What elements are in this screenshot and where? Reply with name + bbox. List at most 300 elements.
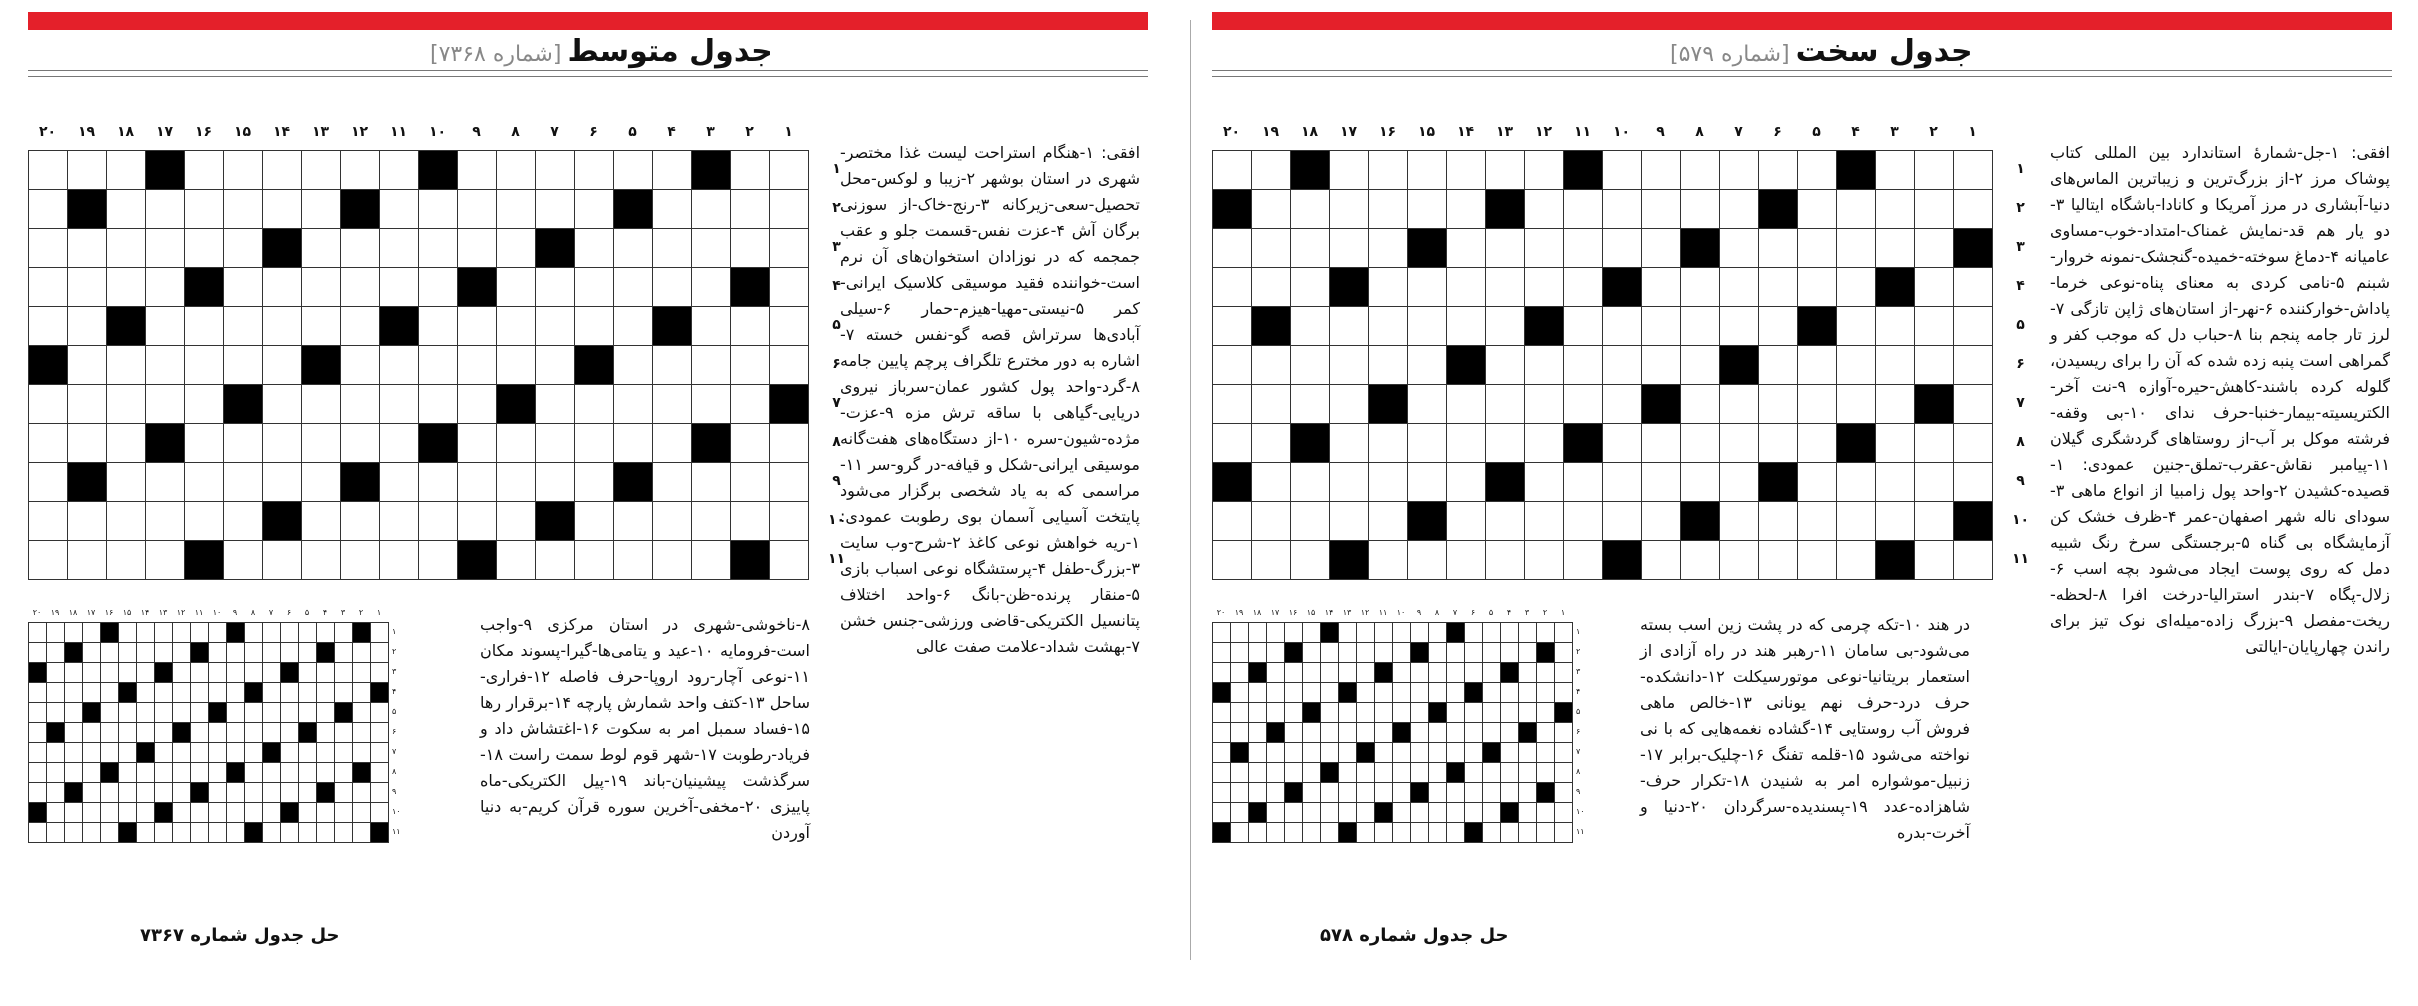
grid-cell[interactable] <box>1603 229 1642 268</box>
grid-cell[interactable] <box>1486 268 1525 307</box>
left-crossword-grid[interactable] <box>28 150 809 580</box>
grid-cell[interactable] <box>1252 151 1291 190</box>
grid-cell[interactable] <box>419 502 458 541</box>
grid-cell[interactable] <box>731 307 770 346</box>
grid-cell[interactable] <box>1369 502 1408 541</box>
grid-cell[interactable] <box>1642 307 1681 346</box>
grid-cell[interactable] <box>1837 307 1876 346</box>
grid-cell[interactable] <box>1720 385 1759 424</box>
grid-cell[interactable] <box>380 463 419 502</box>
grid-cell[interactable] <box>1954 424 1993 463</box>
grid-cell[interactable] <box>1369 424 1408 463</box>
grid-cell[interactable] <box>770 541 809 580</box>
grid-cell[interactable] <box>1525 151 1564 190</box>
grid-cell[interactable] <box>68 424 107 463</box>
grid-cell[interactable] <box>1564 463 1603 502</box>
grid-cell[interactable] <box>692 502 731 541</box>
grid-cell[interactable] <box>458 229 497 268</box>
grid-cell[interactable] <box>380 541 419 580</box>
grid-cell[interactable] <box>1954 307 1993 346</box>
grid-cell[interactable] <box>1564 385 1603 424</box>
grid-cell[interactable] <box>497 229 536 268</box>
grid-cell[interactable] <box>1330 346 1369 385</box>
grid-cell[interactable] <box>1642 151 1681 190</box>
grid-cell[interactable] <box>1798 424 1837 463</box>
grid-cell[interactable] <box>1603 424 1642 463</box>
grid-cell[interactable] <box>68 346 107 385</box>
grid-cell[interactable] <box>107 385 146 424</box>
grid-cell[interactable] <box>458 502 497 541</box>
grid-cell[interactable] <box>1408 463 1447 502</box>
grid-cell[interactable] <box>536 463 575 502</box>
grid-cell[interactable] <box>29 268 68 307</box>
grid-cell[interactable] <box>614 346 653 385</box>
grid-cell[interactable] <box>1213 229 1252 268</box>
grid-cell[interactable] <box>29 151 68 190</box>
grid-cell[interactable] <box>1447 151 1486 190</box>
grid-cell[interactable] <box>1603 307 1642 346</box>
grid-cell[interactable] <box>1564 346 1603 385</box>
grid-cell[interactable] <box>1291 502 1330 541</box>
grid-cell[interactable] <box>1876 502 1915 541</box>
grid-cell[interactable] <box>107 424 146 463</box>
grid-cell[interactable] <box>1525 502 1564 541</box>
grid-cell[interactable] <box>614 541 653 580</box>
grid-cell[interactable] <box>29 541 68 580</box>
grid-cell[interactable] <box>302 268 341 307</box>
grid-cell[interactable] <box>692 190 731 229</box>
grid-cell[interactable] <box>1525 424 1564 463</box>
grid-cell[interactable] <box>380 346 419 385</box>
grid-cell[interactable] <box>497 463 536 502</box>
grid-cell[interactable] <box>146 307 185 346</box>
grid-cell[interactable] <box>458 346 497 385</box>
grid-cell[interactable] <box>146 268 185 307</box>
grid-cell[interactable] <box>1525 229 1564 268</box>
grid-cell[interactable] <box>302 541 341 580</box>
grid-cell[interactable] <box>263 268 302 307</box>
grid-cell[interactable] <box>185 502 224 541</box>
grid-cell[interactable] <box>1603 385 1642 424</box>
grid-cell[interactable] <box>692 229 731 268</box>
grid-cell[interactable] <box>1642 424 1681 463</box>
grid-cell[interactable] <box>380 268 419 307</box>
grid-cell[interactable] <box>1408 151 1447 190</box>
grid-cell[interactable] <box>575 541 614 580</box>
grid-cell[interactable] <box>614 307 653 346</box>
grid-cell[interactable] <box>1759 268 1798 307</box>
grid-cell[interactable] <box>653 268 692 307</box>
grid-cell[interactable] <box>1798 463 1837 502</box>
grid-cell[interactable] <box>1759 346 1798 385</box>
grid-cell[interactable] <box>1681 385 1720 424</box>
grid-cell[interactable] <box>1915 424 1954 463</box>
grid-cell[interactable] <box>1408 190 1447 229</box>
grid-cell[interactable] <box>29 229 68 268</box>
grid-cell[interactable] <box>1798 502 1837 541</box>
grid-cell[interactable] <box>224 424 263 463</box>
grid-cell[interactable] <box>770 424 809 463</box>
grid-cell[interactable] <box>419 463 458 502</box>
grid-cell[interactable] <box>1876 307 1915 346</box>
grid-cell[interactable] <box>419 385 458 424</box>
grid-cell[interactable] <box>1798 229 1837 268</box>
grid-cell[interactable] <box>1681 346 1720 385</box>
grid-cell[interactable] <box>1330 229 1369 268</box>
grid-cell[interactable] <box>29 502 68 541</box>
grid-cell[interactable] <box>1720 424 1759 463</box>
grid-cell[interactable] <box>1720 502 1759 541</box>
grid-cell[interactable] <box>614 424 653 463</box>
grid-cell[interactable] <box>1837 541 1876 580</box>
grid-cell[interactable] <box>1291 346 1330 385</box>
grid-cell[interactable] <box>224 502 263 541</box>
grid-cell[interactable] <box>146 385 185 424</box>
grid-cell[interactable] <box>1291 307 1330 346</box>
grid-cell[interactable] <box>341 541 380 580</box>
grid-cell[interactable] <box>341 229 380 268</box>
grid-cell[interactable] <box>497 502 536 541</box>
grid-cell[interactable] <box>575 424 614 463</box>
grid-cell[interactable] <box>458 307 497 346</box>
grid-cell[interactable] <box>575 385 614 424</box>
grid-cell[interactable] <box>1915 268 1954 307</box>
grid-cell[interactable] <box>1564 190 1603 229</box>
grid-cell[interactable] <box>1837 346 1876 385</box>
grid-cell[interactable] <box>1642 268 1681 307</box>
grid-cell[interactable] <box>1603 502 1642 541</box>
grid-cell[interactable] <box>1954 463 1993 502</box>
grid-cell[interactable] <box>1915 190 1954 229</box>
grid-cell[interactable] <box>1954 190 1993 229</box>
grid-cell[interactable] <box>146 463 185 502</box>
grid-cell[interactable] <box>1486 502 1525 541</box>
grid-cell[interactable] <box>731 424 770 463</box>
grid-cell[interactable] <box>1798 151 1837 190</box>
grid-cell[interactable] <box>1759 151 1798 190</box>
grid-cell[interactable] <box>1291 229 1330 268</box>
grid-cell[interactable] <box>107 229 146 268</box>
grid-cell[interactable] <box>185 190 224 229</box>
grid-cell[interactable] <box>653 151 692 190</box>
grid-cell[interactable] <box>770 190 809 229</box>
grid-cell[interactable] <box>1876 385 1915 424</box>
grid-cell[interactable] <box>1759 229 1798 268</box>
grid-cell[interactable] <box>29 385 68 424</box>
grid-cell[interactable] <box>692 268 731 307</box>
grid-cell[interactable] <box>1369 307 1408 346</box>
grid-cell[interactable] <box>653 346 692 385</box>
grid-cell[interactable] <box>107 151 146 190</box>
grid-cell[interactable] <box>419 268 458 307</box>
grid-cell[interactable] <box>1525 385 1564 424</box>
grid-cell[interactable] <box>653 502 692 541</box>
grid-cell[interactable] <box>146 502 185 541</box>
grid-cell[interactable] <box>107 502 146 541</box>
grid-cell[interactable] <box>536 307 575 346</box>
grid-cell[interactable] <box>1798 268 1837 307</box>
grid-cell[interactable] <box>536 541 575 580</box>
grid-cell[interactable] <box>1642 502 1681 541</box>
grid-cell[interactable] <box>1369 346 1408 385</box>
grid-cell[interactable] <box>419 307 458 346</box>
grid-cell[interactable] <box>1681 541 1720 580</box>
grid-cell[interactable] <box>419 229 458 268</box>
grid-cell[interactable] <box>1798 346 1837 385</box>
grid-cell[interactable] <box>1330 463 1369 502</box>
grid-cell[interactable] <box>1954 541 1993 580</box>
grid-cell[interactable] <box>419 346 458 385</box>
grid-cell[interactable] <box>185 424 224 463</box>
grid-cell[interactable] <box>575 151 614 190</box>
grid-cell[interactable] <box>1447 268 1486 307</box>
grid-cell[interactable] <box>1720 229 1759 268</box>
grid-cell[interactable] <box>302 463 341 502</box>
grid-cell[interactable] <box>1759 502 1798 541</box>
grid-cell[interactable] <box>419 190 458 229</box>
grid-cell[interactable] <box>146 190 185 229</box>
grid-cell[interactable] <box>497 424 536 463</box>
grid-cell[interactable] <box>146 229 185 268</box>
grid-cell[interactable] <box>1954 151 1993 190</box>
grid-cell[interactable] <box>458 385 497 424</box>
grid-cell[interactable] <box>1915 307 1954 346</box>
grid-cell[interactable] <box>380 502 419 541</box>
grid-cell[interactable] <box>341 346 380 385</box>
grid-cell[interactable] <box>1369 151 1408 190</box>
grid-cell[interactable] <box>1681 424 1720 463</box>
grid-cell[interactable] <box>1213 151 1252 190</box>
grid-cell[interactable] <box>1525 268 1564 307</box>
grid-cell[interactable] <box>653 424 692 463</box>
grid-cell[interactable] <box>1369 229 1408 268</box>
grid-cell[interactable] <box>1681 307 1720 346</box>
grid-cell[interactable] <box>1798 385 1837 424</box>
grid-cell[interactable] <box>1915 502 1954 541</box>
grid-cell[interactable] <box>224 346 263 385</box>
grid-cell[interactable] <box>302 307 341 346</box>
grid-cell[interactable] <box>536 346 575 385</box>
grid-cell[interactable] <box>1447 463 1486 502</box>
grid-cell[interactable] <box>458 190 497 229</box>
grid-cell[interactable] <box>302 385 341 424</box>
grid-cell[interactable] <box>224 268 263 307</box>
grid-cell[interactable] <box>1720 190 1759 229</box>
grid-cell[interactable] <box>653 229 692 268</box>
grid-cell[interactable] <box>185 463 224 502</box>
grid-cell[interactable] <box>731 385 770 424</box>
grid-cell[interactable] <box>1798 541 1837 580</box>
grid-cell[interactable] <box>1213 346 1252 385</box>
grid-cell[interactable] <box>302 229 341 268</box>
grid-cell[interactable] <box>1447 307 1486 346</box>
grid-cell[interactable] <box>1759 541 1798 580</box>
grid-cell[interactable] <box>770 268 809 307</box>
grid-cell[interactable] <box>1876 463 1915 502</box>
grid-cell[interactable] <box>263 463 302 502</box>
grid-cell[interactable] <box>575 502 614 541</box>
grid-cell[interactable] <box>1408 346 1447 385</box>
grid-cell[interactable] <box>653 385 692 424</box>
grid-cell[interactable] <box>536 424 575 463</box>
grid-cell[interactable] <box>497 190 536 229</box>
grid-cell[interactable] <box>1252 541 1291 580</box>
grid-cell[interactable] <box>1213 385 1252 424</box>
grid-cell[interactable] <box>107 541 146 580</box>
grid-cell[interactable] <box>1252 268 1291 307</box>
grid-cell[interactable] <box>1408 541 1447 580</box>
grid-cell[interactable] <box>1408 385 1447 424</box>
grid-cell[interactable] <box>1720 151 1759 190</box>
grid-cell[interactable] <box>1369 268 1408 307</box>
grid-cell[interactable] <box>1447 229 1486 268</box>
grid-cell[interactable] <box>302 190 341 229</box>
grid-cell[interactable] <box>770 151 809 190</box>
grid-cell[interactable] <box>224 190 263 229</box>
grid-cell[interactable] <box>1330 151 1369 190</box>
grid-cell[interactable] <box>1876 229 1915 268</box>
grid-cell[interactable] <box>224 463 263 502</box>
grid-cell[interactable] <box>263 541 302 580</box>
grid-cell[interactable] <box>1486 424 1525 463</box>
grid-cell[interactable] <box>536 268 575 307</box>
grid-cell[interactable] <box>614 151 653 190</box>
grid-cell[interactable] <box>1330 307 1369 346</box>
grid-cell[interactable] <box>68 229 107 268</box>
grid-cell[interactable] <box>770 502 809 541</box>
grid-cell[interactable] <box>614 385 653 424</box>
grid-cell[interactable] <box>1837 502 1876 541</box>
grid-cell[interactable] <box>107 463 146 502</box>
grid-cell[interactable] <box>302 151 341 190</box>
grid-cell[interactable] <box>263 346 302 385</box>
grid-cell[interactable] <box>458 151 497 190</box>
grid-cell[interactable] <box>68 502 107 541</box>
grid-cell[interactable] <box>1369 463 1408 502</box>
grid-cell[interactable] <box>1213 307 1252 346</box>
grid-cell[interactable] <box>1213 424 1252 463</box>
grid-cell[interactable] <box>341 151 380 190</box>
grid-cell[interactable] <box>1720 463 1759 502</box>
grid-cell[interactable] <box>1486 541 1525 580</box>
grid-cell[interactable] <box>1642 541 1681 580</box>
grid-cell[interactable] <box>68 541 107 580</box>
grid-cell[interactable] <box>263 307 302 346</box>
right-crossword-grid[interactable] <box>1212 150 1993 580</box>
grid-cell[interactable] <box>1642 190 1681 229</box>
grid-cell[interactable] <box>1447 424 1486 463</box>
grid-cell[interactable] <box>1291 541 1330 580</box>
grid-cell[interactable] <box>731 190 770 229</box>
grid-cell[interactable] <box>731 502 770 541</box>
grid-cell[interactable] <box>1252 346 1291 385</box>
grid-cell[interactable] <box>224 151 263 190</box>
grid-cell[interactable] <box>1213 541 1252 580</box>
grid-cell[interactable] <box>692 385 731 424</box>
grid-cell[interactable] <box>1408 424 1447 463</box>
grid-cell[interactable] <box>1447 502 1486 541</box>
grid-cell[interactable] <box>1564 307 1603 346</box>
grid-cell[interactable] <box>146 541 185 580</box>
grid-cell[interactable] <box>458 424 497 463</box>
grid-cell[interactable] <box>1837 190 1876 229</box>
grid-cell[interactable] <box>1252 190 1291 229</box>
grid-cell[interactable] <box>341 307 380 346</box>
grid-cell[interactable] <box>1408 268 1447 307</box>
grid-cell[interactable] <box>1642 229 1681 268</box>
grid-cell[interactable] <box>68 307 107 346</box>
grid-cell[interactable] <box>1681 151 1720 190</box>
grid-cell[interactable] <box>1915 463 1954 502</box>
grid-cell[interactable] <box>497 541 536 580</box>
grid-cell[interactable] <box>1252 385 1291 424</box>
grid-cell[interactable] <box>1837 463 1876 502</box>
grid-cell[interactable] <box>380 151 419 190</box>
grid-cell[interactable] <box>1252 229 1291 268</box>
grid-cell[interactable] <box>185 307 224 346</box>
grid-cell[interactable] <box>1798 190 1837 229</box>
grid-cell[interactable] <box>1486 385 1525 424</box>
grid-cell[interactable] <box>692 346 731 385</box>
grid-cell[interactable] <box>29 307 68 346</box>
grid-cell[interactable] <box>1954 268 1993 307</box>
grid-cell[interactable] <box>653 190 692 229</box>
grid-cell[interactable] <box>224 541 263 580</box>
grid-cell[interactable] <box>1252 424 1291 463</box>
grid-cell[interactable] <box>770 307 809 346</box>
grid-cell[interactable] <box>1252 463 1291 502</box>
grid-cell[interactable] <box>68 151 107 190</box>
grid-cell[interactable] <box>1876 346 1915 385</box>
grid-cell[interactable] <box>380 229 419 268</box>
grid-cell[interactable] <box>1915 151 1954 190</box>
grid-cell[interactable] <box>224 307 263 346</box>
grid-cell[interactable] <box>224 229 263 268</box>
grid-cell[interactable] <box>1330 502 1369 541</box>
grid-cell[interactable] <box>1252 502 1291 541</box>
grid-cell[interactable] <box>185 385 224 424</box>
grid-cell[interactable] <box>1330 424 1369 463</box>
grid-cell[interactable] <box>575 268 614 307</box>
grid-cell[interactable] <box>1330 385 1369 424</box>
grid-cell[interactable] <box>1486 307 1525 346</box>
grid-cell[interactable] <box>536 190 575 229</box>
grid-cell[interactable] <box>770 346 809 385</box>
grid-cell[interactable] <box>770 463 809 502</box>
grid-cell[interactable] <box>1876 151 1915 190</box>
grid-cell[interactable] <box>1525 541 1564 580</box>
grid-cell[interactable] <box>68 268 107 307</box>
grid-cell[interactable] <box>1486 229 1525 268</box>
grid-cell[interactable] <box>1642 346 1681 385</box>
grid-cell[interactable] <box>1291 463 1330 502</box>
grid-cell[interactable] <box>1720 307 1759 346</box>
grid-cell[interactable] <box>1564 541 1603 580</box>
grid-cell[interactable] <box>1603 463 1642 502</box>
grid-cell[interactable] <box>1486 346 1525 385</box>
grid-cell[interactable] <box>107 346 146 385</box>
grid-cell[interactable] <box>1837 229 1876 268</box>
grid-cell[interactable] <box>1720 541 1759 580</box>
grid-cell[interactable] <box>1681 463 1720 502</box>
grid-cell[interactable] <box>1564 229 1603 268</box>
grid-cell[interactable] <box>263 385 302 424</box>
grid-cell[interactable] <box>1720 268 1759 307</box>
grid-cell[interactable] <box>536 385 575 424</box>
grid-cell[interactable] <box>1954 385 1993 424</box>
grid-cell[interactable] <box>1564 268 1603 307</box>
grid-cell[interactable] <box>1291 190 1330 229</box>
